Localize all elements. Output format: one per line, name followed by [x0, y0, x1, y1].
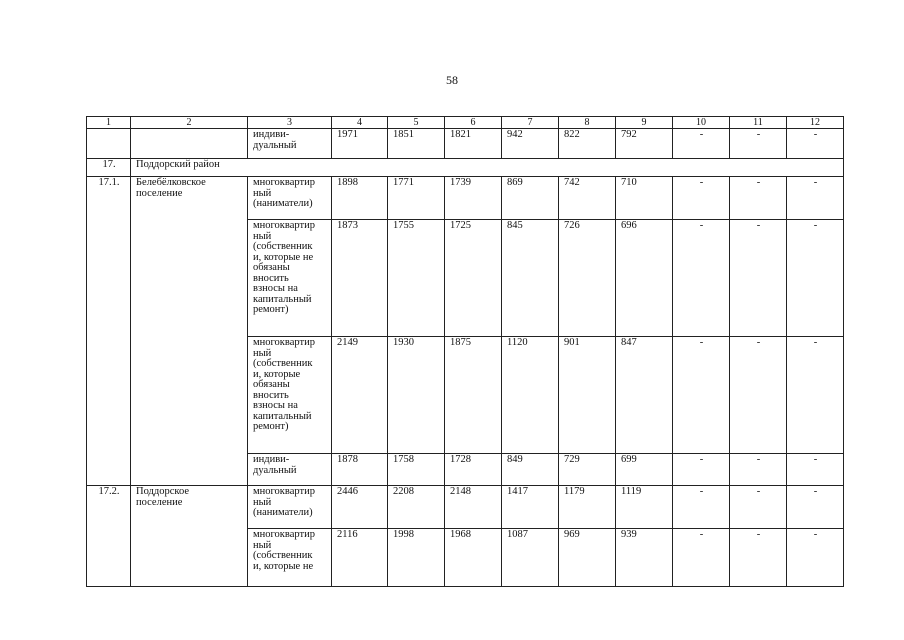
value-cell: 1875 — [445, 337, 502, 454]
value-cell: 849 — [502, 454, 559, 486]
value-cell: 869 — [502, 177, 559, 220]
dash-cell: - — [730, 529, 787, 587]
header-cell: 2 — [131, 117, 248, 129]
value-cell: 1998 — [388, 529, 445, 587]
dash-cell: - — [730, 454, 787, 486]
header-cell: 11 — [730, 117, 787, 129]
row-number-cell — [87, 129, 131, 159]
value-cell: 1120 — [502, 337, 559, 454]
housing-type-cell: многоквартир ный (наниматели) — [248, 177, 332, 220]
settlement-cell: Белебёлковское поселение — [131, 177, 248, 486]
header-cell: 9 — [616, 117, 673, 129]
header-cell: 3 — [248, 117, 332, 129]
value-cell: 822 — [559, 129, 616, 159]
dash-cell: - — [730, 486, 787, 529]
dash-cell: - — [673, 486, 730, 529]
dash-cell: - — [787, 486, 844, 529]
value-cell: 2208 — [388, 486, 445, 529]
value-cell: 1087 — [502, 529, 559, 587]
dash-cell: - — [673, 129, 730, 159]
value-cell: 1930 — [388, 337, 445, 454]
row-number-cell: 17.1. — [87, 177, 131, 486]
value-cell: 710 — [616, 177, 673, 220]
value-cell: 939 — [616, 529, 673, 587]
value-cell: 2148 — [445, 486, 502, 529]
housing-type-cell: многоквартир ный (собственник и, которые не обязаны вносить взносы на капитальный ремонт) — [248, 220, 332, 337]
value-cell: 901 — [559, 337, 616, 454]
district-row — [87, 159, 844, 177]
page-number: 58 — [446, 73, 458, 87]
dash-cell: - — [673, 177, 730, 220]
dash-cell: - — [730, 129, 787, 159]
row-number-cell: 17. — [87, 159, 131, 177]
table-row — [87, 177, 844, 220]
value-cell: 2446 — [332, 486, 388, 529]
value-cell: 1971 — [332, 129, 388, 159]
row-number-cell: 17.2. — [87, 486, 131, 587]
header-cell: 7 — [502, 117, 559, 129]
dash-cell: - — [787, 220, 844, 337]
value-cell: 1739 — [445, 177, 502, 220]
value-cell: 699 — [616, 454, 673, 486]
housing-type-cell: многоквартир ный (собственник и, которые не — [248, 529, 332, 587]
settlement-cell — [131, 129, 248, 159]
value-cell: 1179 — [559, 486, 616, 529]
value-cell: 1878 — [332, 454, 388, 486]
dash-cell: - — [787, 337, 844, 454]
header-cell: 5 — [388, 117, 445, 129]
value-cell: 942 — [502, 129, 559, 159]
value-cell: 792 — [616, 129, 673, 159]
settlement-cell: Поддорское поселение — [131, 486, 248, 587]
header-row — [87, 117, 844, 129]
value-cell: 729 — [559, 454, 616, 486]
value-cell: 742 — [559, 177, 616, 220]
value-cell: 847 — [616, 337, 673, 454]
housing-type-cell: многоквартир ный (наниматели) — [248, 486, 332, 529]
housing-type-cell: индиви- дуальный — [248, 454, 332, 486]
value-cell: 1851 — [388, 129, 445, 159]
dash-cell: - — [730, 337, 787, 454]
value-cell: 845 — [502, 220, 559, 337]
header-cell: 4 — [332, 117, 388, 129]
value-cell: 1821 — [445, 129, 502, 159]
dash-cell: - — [787, 454, 844, 486]
value-cell: 1725 — [445, 220, 502, 337]
value-cell: 1873 — [332, 220, 388, 337]
dash-cell: - — [730, 177, 787, 220]
header-cell: 6 — [445, 117, 502, 129]
dash-cell: - — [673, 529, 730, 587]
tariff-table — [86, 116, 844, 587]
value-cell: 696 — [616, 220, 673, 337]
dash-cell: - — [673, 337, 730, 454]
value-cell: 1417 — [502, 486, 559, 529]
value-cell: 726 — [559, 220, 616, 337]
value-cell: 1119 — [616, 486, 673, 529]
value-cell: 1755 — [388, 220, 445, 337]
value-cell: 1728 — [445, 454, 502, 486]
dash-cell: - — [787, 177, 844, 220]
district-name-cell: Поддорский район — [131, 159, 844, 177]
table-row — [87, 486, 844, 529]
value-cell: 1758 — [388, 454, 445, 486]
header-cell: 10 — [673, 117, 730, 129]
housing-type-cell: индиви- дуальный — [248, 129, 332, 159]
housing-type-cell: многоквартир ный (собственник и, которые обязаны вносить взносы на капитальный ремонт) — [248, 337, 332, 454]
dash-cell: - — [730, 220, 787, 337]
header-cell: 1 — [87, 117, 131, 129]
value-cell: 1771 — [388, 177, 445, 220]
dash-cell: - — [787, 529, 844, 587]
table-row — [87, 129, 844, 159]
value-cell: 1968 — [445, 529, 502, 587]
value-cell: 1898 — [332, 177, 388, 220]
header-cell: 12 — [787, 117, 844, 129]
dash-cell: - — [673, 220, 730, 337]
dash-cell: - — [787, 129, 844, 159]
header-cell: 8 — [559, 117, 616, 129]
value-cell: 969 — [559, 529, 616, 587]
value-cell: 2116 — [332, 529, 388, 587]
dash-cell: - — [673, 454, 730, 486]
value-cell: 2149 — [332, 337, 388, 454]
